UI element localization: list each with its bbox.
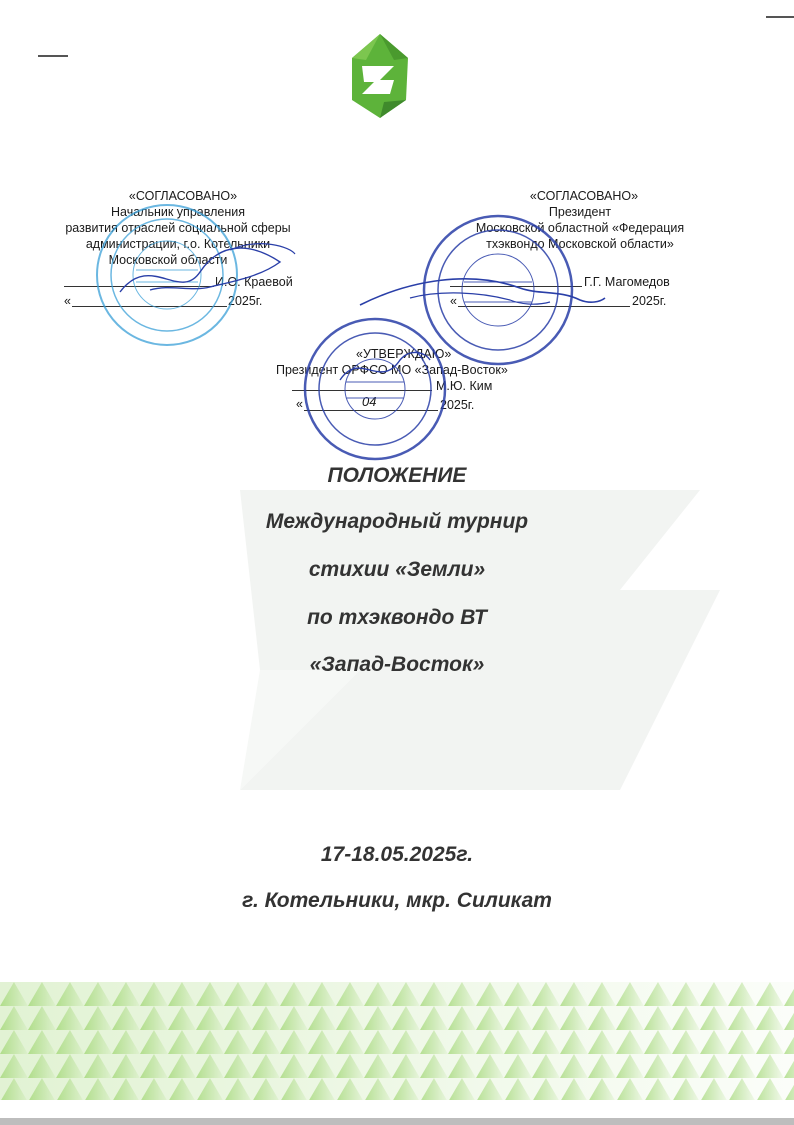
right-signature <box>350 260 610 320</box>
document-subtitle-line2: стихии «Земли» <box>308 558 486 581</box>
left-approval-line1: Начальник управления <box>111 205 245 219</box>
organization-logo <box>344 30 414 120</box>
right-date: 2025г. <box>632 294 667 308</box>
left-signer: И.О. Краевой <box>215 275 293 289</box>
right-approval-line2: Московской областной «Федерация <box>475 221 685 235</box>
bottom-pattern-band <box>0 982 794 1100</box>
center-date-day: 04 <box>362 394 377 409</box>
center-date-quote: « <box>296 397 303 411</box>
scan-bottom-edge <box>0 1118 794 1125</box>
right-approval-header: «СОГЛАСОВАНО» <box>529 189 639 203</box>
right-date-quote: « <box>450 294 457 308</box>
scan-mark-right <box>766 16 794 18</box>
document-subtitle-line4: «Запад-Восток» <box>309 653 485 676</box>
center-approval-header: «УТВЕРЖДАЮ» <box>356 347 452 361</box>
center-approval-line1: Президент ОРФСО МО «Запад-Восток» <box>276 363 508 377</box>
right-approval-line1: Президент <box>548 205 612 219</box>
scan-mark-left <box>38 55 68 57</box>
center-signature <box>330 340 440 400</box>
left-approval-line4: Московской области <box>108 253 228 267</box>
document-subtitle-line3: по тхэквондо ВТ <box>307 606 487 629</box>
left-date: 2025г. <box>228 294 263 308</box>
event-place: г. Котельники, мкр. Силикат <box>242 889 552 912</box>
left-signature <box>110 232 300 312</box>
event-dates: 17-18.05.2025г. <box>320 843 474 866</box>
right-signer: Г.Г. Магомедов <box>584 275 670 289</box>
center-date: 2025г. <box>440 398 475 412</box>
left-date-quote: « <box>64 294 71 308</box>
right-approval-line3: тхэквондо Московской области» <box>486 237 674 251</box>
document-title: ПОЛОЖЕНИЕ <box>327 464 467 487</box>
left-approval-line3: администрации, г.о. Котельники <box>85 237 271 251</box>
left-approval-header: «СОГЛАСОВАНО» <box>128 189 238 203</box>
center-signer: М.Ю. Ким <box>436 379 493 393</box>
document-subtitle-line1: Международный турнир <box>265 510 529 533</box>
left-approval-line2: развития отраслей социальной сферы <box>65 221 291 235</box>
